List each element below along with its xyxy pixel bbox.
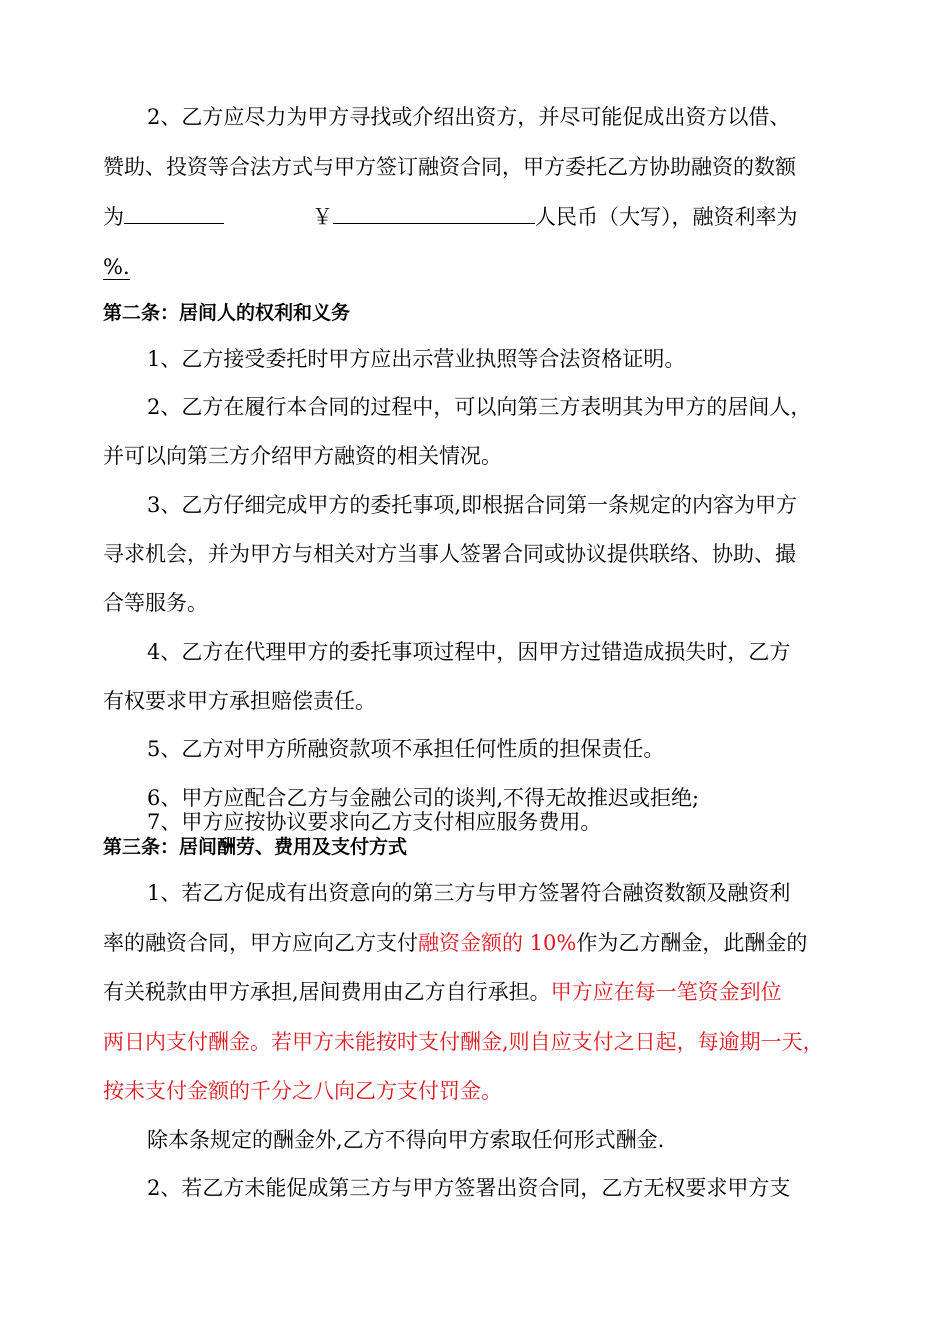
payment-deadline-highlight: 甲方应在每一笔资金到位	[550, 980, 782, 1004]
clause-2-item-3-line-3: 合等服务。	[103, 591, 208, 615]
clause-2-item-4-line-1: 4、乙方在代理甲方的委托事项过程中，因甲方过错造成损失时，乙方	[147, 640, 791, 664]
clause-2-heading: 第二条：居间人的权利和义务	[103, 302, 351, 324]
clause-2-item-5: 5、乙方对甲方所融资款项不承担任何性质的担保责任。	[147, 737, 665, 761]
clause-3-item-1-line-5: 按未支付金额的千分之八向乙方支付罚金。	[103, 1079, 502, 1103]
clause-2-item-2-line-2: 并可以向第三方介绍甲方融资的相关情况。	[103, 444, 502, 468]
rate-blank: %.	[103, 255, 130, 279]
yen-amount-blank	[333, 201, 535, 224]
clause-3-item-1-line-3	[103, 977, 782, 1007]
fee-text-a: 率的融资合同，甲方应向乙方支付	[103, 931, 418, 955]
clause-3-item-2-line-1: 2、若乙方未能促成第三方与甲方签署出资合同，乙方无权要求甲方支	[147, 1176, 791, 1200]
amount-prefix: 为	[103, 205, 124, 229]
clause-3-extra-note: 除本条规定的酬金外,乙方不得向甲方索取任何形式酬金.	[147, 1128, 665, 1152]
clause-3-item-1-line-1: 1、若乙方促成有出资意向的第三方与甲方签署符合融资数额及融资利	[147, 881, 791, 905]
clause-3-heading: 第三条：居间酬劳、费用及支付方式	[103, 836, 408, 858]
clause-2-item-3-line-2: 寻求机会，并为甲方与相关对方当事人签署合同或协议提供联络、协助、撮	[103, 542, 796, 566]
clause-3-item-1-line-4: 两日内支付酬金。若甲方未能按时支付酬金,则自应支付之日起，每逾期一天，	[103, 1030, 824, 1054]
clause-2-item-1: 1、乙方接受委托时甲方应出示营业执照等合法资格证明。	[147, 347, 686, 371]
tax-text: 有关税款由甲方承担,居间费用由乙方自行承担。	[103, 980, 551, 1004]
fee-rate-highlight: 融资金额的 10%	[418, 931, 577, 955]
clause-2-item-3-line-1: 3、乙方仔细完成甲方的委托事项,即根据合同第一条规定的内容为甲方	[147, 493, 798, 517]
clause-2-item-7: 7、甲方应按协议要求向乙方支付相应服务费用。	[147, 810, 602, 834]
yen-sign: ￥	[312, 205, 333, 229]
amount-blank	[124, 201, 224, 224]
rmb-words: 人民币（大写），融资利率为	[535, 205, 798, 229]
clause-2-item-4-line-2: 有权要求甲方承担赔偿责任。	[103, 689, 376, 713]
clause-1-item-2-line-2: 赞助、投资等合法方式与甲方签订融资合同，甲方委托乙方协助融资的数额	[103, 155, 796, 179]
clause-2-item-6: 6、甲方应配合乙方与金融公司的谈判,不得无故推迟或拒绝;	[147, 786, 700, 810]
clause-1-item-2-line-3	[103, 201, 798, 232]
rate-line	[103, 252, 130, 282]
fee-text-b: 作为乙方酬金，此酬金的	[576, 931, 808, 955]
clause-3-item-1-line-2	[103, 928, 807, 958]
clause-2-item-2-line-1: 2、乙方在履行本合同的过程中，可以向第三方表明其为甲方的居间人，	[147, 395, 812, 419]
clause-1-item-2-line-1: 2、乙方应尽力为甲方寻找或介绍出资方，并尽可能促成出资方以借、	[147, 105, 791, 129]
